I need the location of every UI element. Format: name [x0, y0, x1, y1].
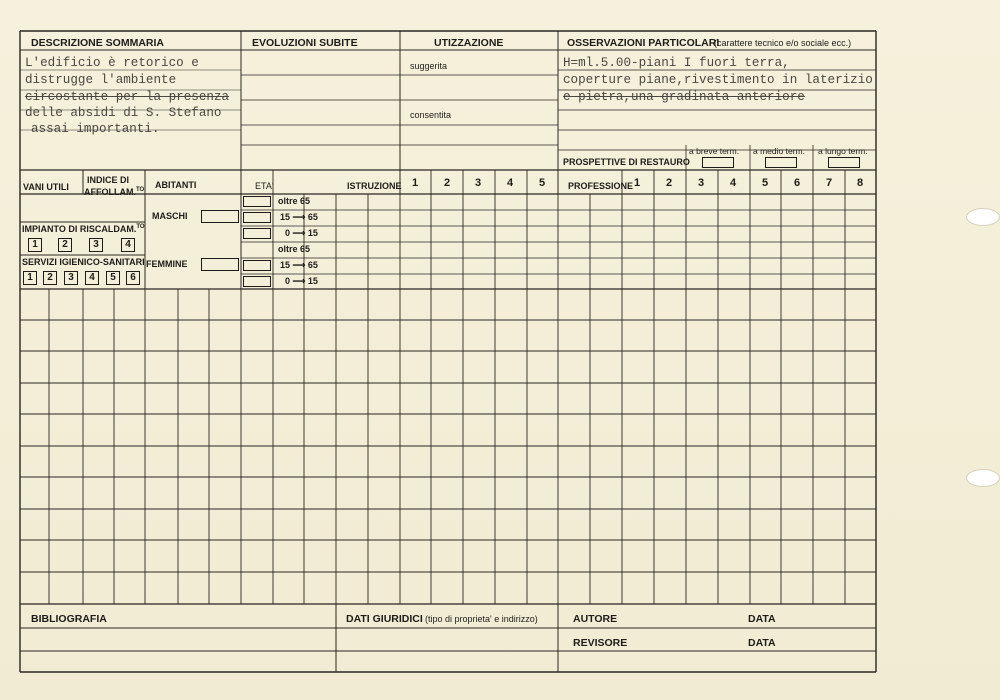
professione-col-4: 4: [730, 177, 737, 189]
revisore-data-label: DATA: [748, 637, 776, 649]
age-femmine-oltre65: oltre 65: [278, 244, 311, 254]
servizi-box-6[interactable]: 6: [126, 271, 140, 285]
descrizione-line: L'edificio è retorico e: [25, 56, 199, 70]
suggerita-label: suggerita: [410, 61, 448, 71]
impianto-box-1[interactable]: 1: [28, 238, 42, 252]
punch-hole: [966, 208, 1000, 226]
servizi-box-1[interactable]: 1: [23, 271, 37, 285]
age-maschi-0-15: 0 ⟶ 15: [285, 228, 318, 238]
age-femmine-0-15: 0 ⟶ 15: [285, 276, 318, 286]
autore-label: AUTORE: [573, 613, 618, 625]
professione-col-6: 6: [794, 177, 801, 189]
vani-utili-label: VANI UTILI: [23, 182, 69, 192]
osservazioni-line: H=ml.5.00-piani I fuori terra,: [563, 56, 790, 70]
age-femmine-15-65: 15 ⟶ 65: [280, 260, 318, 270]
indice-label-1: INDICE DI: [87, 175, 130, 185]
age-maschi-15-65: 15 ⟶ 65: [280, 212, 318, 222]
impianto-box-2[interactable]: 2: [58, 238, 72, 252]
professione-col-1: 1: [634, 177, 641, 189]
descrizione-line: assai importanti.: [31, 122, 160, 136]
istruzione-col-3: 3: [475, 177, 482, 189]
femmine-count-box[interactable]: [201, 258, 239, 271]
utizzazione-header: UTIZZAZIONE: [434, 37, 504, 49]
femmine-label: FEMMINE: [146, 259, 188, 269]
istruzione-label: ISTRUZIONE: [347, 181, 402, 191]
restauro-breve-label: a breve term.: [689, 146, 740, 156]
restauro-medio-label: a medio term.: [753, 146, 805, 156]
istruzione-col-2: 2: [444, 177, 451, 189]
maschi-count-box[interactable]: [201, 210, 239, 223]
osservazioni-header: OSSERVAZIONI PARTICOLARI: [567, 37, 720, 49]
restauro-breve-box[interactable]: [702, 157, 734, 168]
revisore-label: REVISORE: [573, 637, 628, 649]
age-count-box[interactable]: [243, 196, 271, 207]
descrizione-header: DESCRIZIONE SOMMARIA: [31, 37, 165, 49]
impianto-label: IMPIANTO DI RISCALDAM.$^{TO}$: [22, 224, 145, 234]
descrizione-line: circostante per la presenza: [25, 90, 230, 104]
professione-col-3: 3: [698, 177, 705, 189]
dati-giuridici-label: DATI GIURIDICI: [346, 613, 423, 625]
dati-giuridici-note: (tipo di proprieta' e indirizzo): [425, 614, 538, 624]
evoluzioni-header: EVOLUZIONI SUBITE: [252, 37, 358, 49]
servizi-box-2[interactable]: 2: [43, 271, 57, 285]
descrizione-line: delle absidi di S. Stefano: [25, 106, 222, 120]
age-count-box[interactable]: [243, 260, 271, 271]
indice-label-2: AFFOLLAM.$^{TO}$: [84, 187, 145, 197]
professione-col-2: 2: [666, 177, 673, 189]
impianto-superscript: TO: [136, 224, 145, 230]
servizi-box-4[interactable]: 4: [85, 271, 99, 285]
maschi-label: MASCHI: [152, 211, 188, 221]
professione-col-7: 7: [826, 177, 833, 189]
impianto-box-3[interactable]: 3: [89, 238, 103, 252]
age-maschi-oltre65: oltre 65: [278, 196, 311, 206]
istruzione-col-4: 4: [507, 177, 514, 189]
descrizione-line: distrugge l'ambiente: [25, 73, 177, 87]
age-count-box[interactable]: [243, 276, 271, 287]
restauro-medio-box[interactable]: [765, 157, 797, 168]
age-count-box[interactable]: [243, 212, 271, 223]
impianto-box-4[interactable]: 4: [121, 238, 135, 252]
osservazioni-line: coperture piane,rivestimento in laterizio: [563, 73, 873, 87]
professione-col-5: 5: [762, 177, 769, 189]
consentita-label: consentita: [410, 110, 452, 120]
servizi-label: SERVIZI IGIENICO-SANITARI: [22, 257, 145, 267]
restauro-label: PROSPETTIVE DI RESTAURO: [563, 157, 690, 167]
istruzione-col-5: 5: [539, 177, 546, 189]
abitanti-label: ABITANTI: [155, 180, 197, 190]
servizi-box-5[interactable]: 5: [106, 271, 120, 285]
professione-label: PROFESSIONE: [568, 181, 634, 191]
eta-label: ETA': [255, 181, 274, 191]
bibliografia-label: BIBLIOGRAFIA: [31, 613, 107, 625]
professione-col-8: 8: [857, 177, 864, 189]
istruzione-col-1: 1: [412, 177, 419, 189]
osservazioni-note: (carattere tecnico e/o sociale ecc.): [714, 38, 852, 48]
age-count-box[interactable]: [243, 228, 271, 239]
osservazioni-line: e pietra,una gradinata anteriore: [563, 90, 805, 104]
punch-hole: [966, 469, 1000, 487]
indice-superscript: TO: [136, 187, 145, 193]
servizi-box-3[interactable]: 3: [64, 271, 78, 285]
restauro-lungo-label: a lungo term.: [818, 146, 868, 156]
autore-data-label: DATA: [748, 613, 776, 625]
restauro-lungo-box[interactable]: [828, 157, 860, 168]
